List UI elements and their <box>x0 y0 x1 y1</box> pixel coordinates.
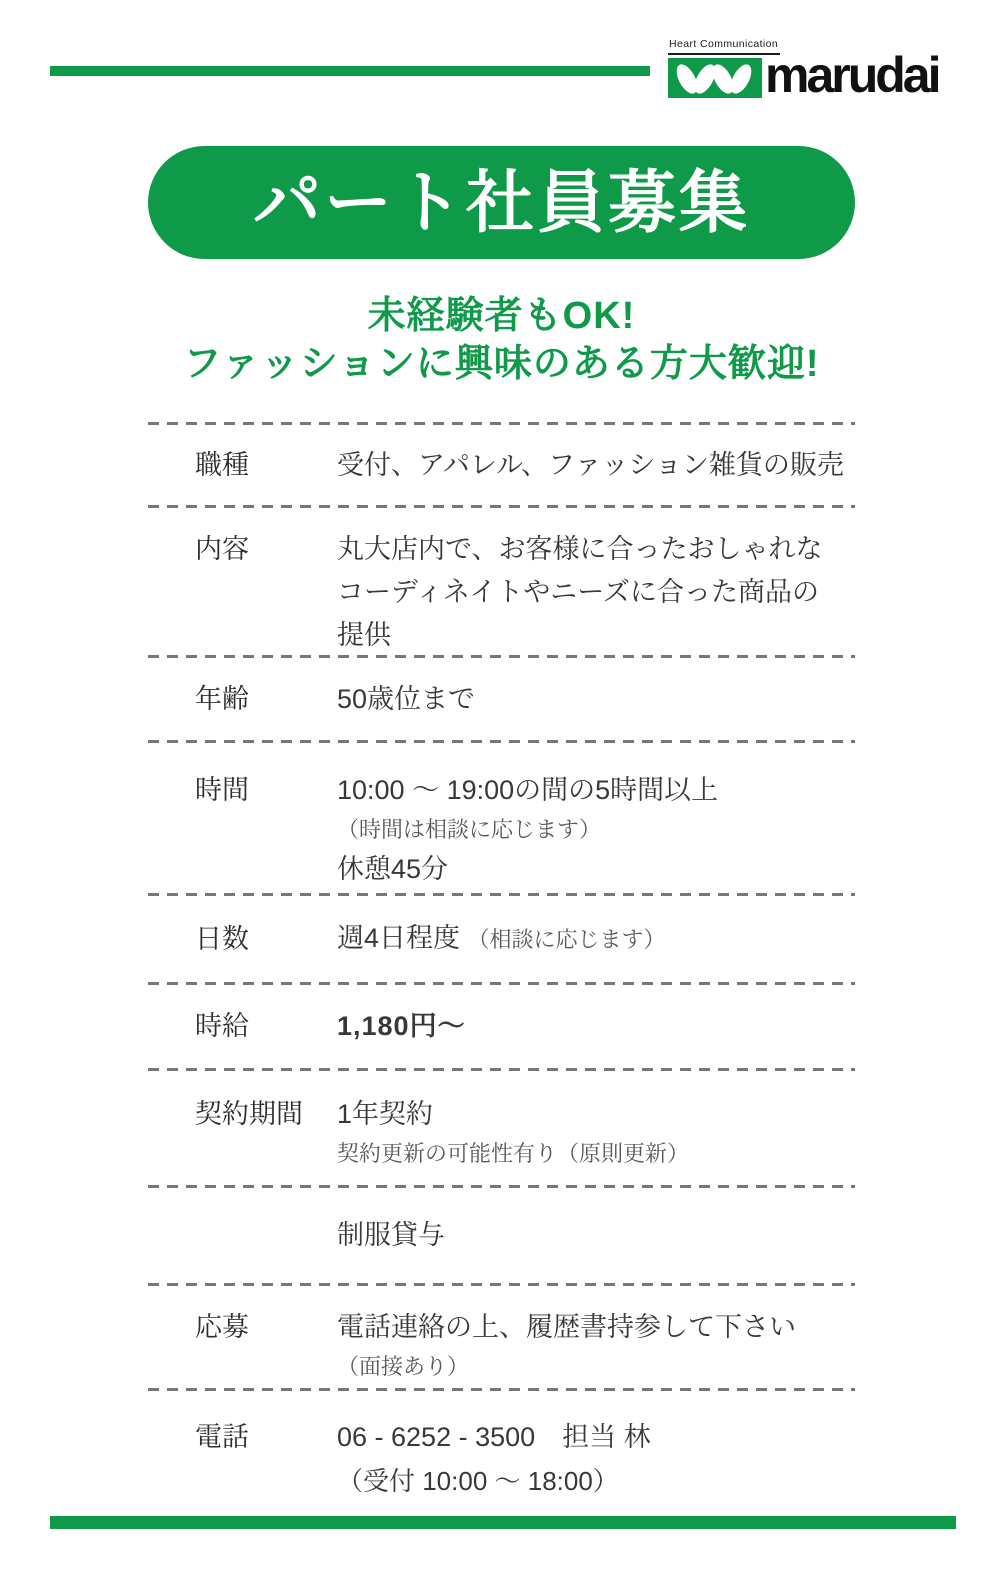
row-value <box>337 1416 855 1501</box>
row-uniform <box>148 1188 855 1283</box>
row-application <box>148 1286 855 1388</box>
hours-break: 休憩45分 <box>337 854 449 884</box>
application-note: （面接あり） <box>337 1354 470 1379</box>
row-value: 制服貸与 <box>337 1220 445 1250</box>
top-green-rule <box>50 66 650 76</box>
brand-logotype: marudai <box>765 47 939 103</box>
row-label: 契約期間 <box>195 1099 303 1129</box>
row-value: 50歳位まで <box>337 683 476 714</box>
row-days <box>148 896 855 982</box>
row-label: 職種 <box>195 449 249 480</box>
application-main: 電話連絡の上、履歴書持参して下さい <box>337 1312 796 1342</box>
subtitle-line1: 未経験者もOK! <box>367 295 636 337</box>
brand-tagline: Heart Communication <box>668 38 780 55</box>
phone-hours-note: （受付 10:00 ～ 18:00） <box>337 1466 619 1496</box>
row-hourly-wage <box>148 985 855 1068</box>
row-label: 日数 <box>195 923 249 954</box>
marudai-petal-mark-icon <box>668 58 762 98</box>
marudai-logo <box>668 36 978 106</box>
row-label: 年齢 <box>195 683 249 714</box>
contract-main: 1年契約 <box>337 1099 434 1129</box>
page-title: パート社員募集 <box>252 164 750 241</box>
row-value <box>337 917 855 961</box>
row-value <box>337 769 855 891</box>
row-value <box>337 1306 855 1385</box>
hours-main: 10:00 ～ 19:00の間の5時間以上 <box>337 775 719 805</box>
row-age <box>148 658 855 740</box>
row-phone <box>148 1391 855 1501</box>
wage-value: 1,180円～ <box>337 1011 466 1041</box>
bottom-green-rule <box>50 1516 956 1529</box>
row-job-type <box>148 425 855 505</box>
days-note: （相談に応じます） <box>467 927 666 952</box>
description-line2: コーディネイトやニーズに合った商品の <box>337 577 819 607</box>
row-label: 内容 <box>195 534 249 564</box>
row-label: 時給 <box>195 1011 249 1041</box>
row-description <box>148 508 855 655</box>
title-banner <box>148 146 855 259</box>
row-value <box>337 1093 855 1172</box>
row-label: 時間 <box>195 775 249 805</box>
row-value: 受付、アパレル、ファッション雑貨の販売 <box>337 449 844 480</box>
contract-note: 契約更新の可能性有り（原則更新） <box>337 1141 690 1166</box>
subtitle <box>88 292 915 388</box>
phone-number: 06 - 6252 - 3500 担当 林 <box>337 1422 651 1452</box>
row-value <box>337 528 855 657</box>
job-spec-table <box>148 422 855 1501</box>
row-label: 電話 <box>195 1422 249 1452</box>
description-line3: 提供 <box>337 620 391 650</box>
hours-note: （時間は相談に応じます） <box>337 817 602 842</box>
subtitle-line2: ファッションに興味のある方大歓迎! <box>183 343 820 385</box>
row-hours <box>148 743 855 893</box>
description-line1: 丸大店内で、お客様に合ったおしゃれな <box>337 534 823 564</box>
row-label: 応募 <box>195 1312 249 1342</box>
days-main: 週4日程度 <box>337 923 461 953</box>
row-contract-period <box>148 1071 855 1185</box>
